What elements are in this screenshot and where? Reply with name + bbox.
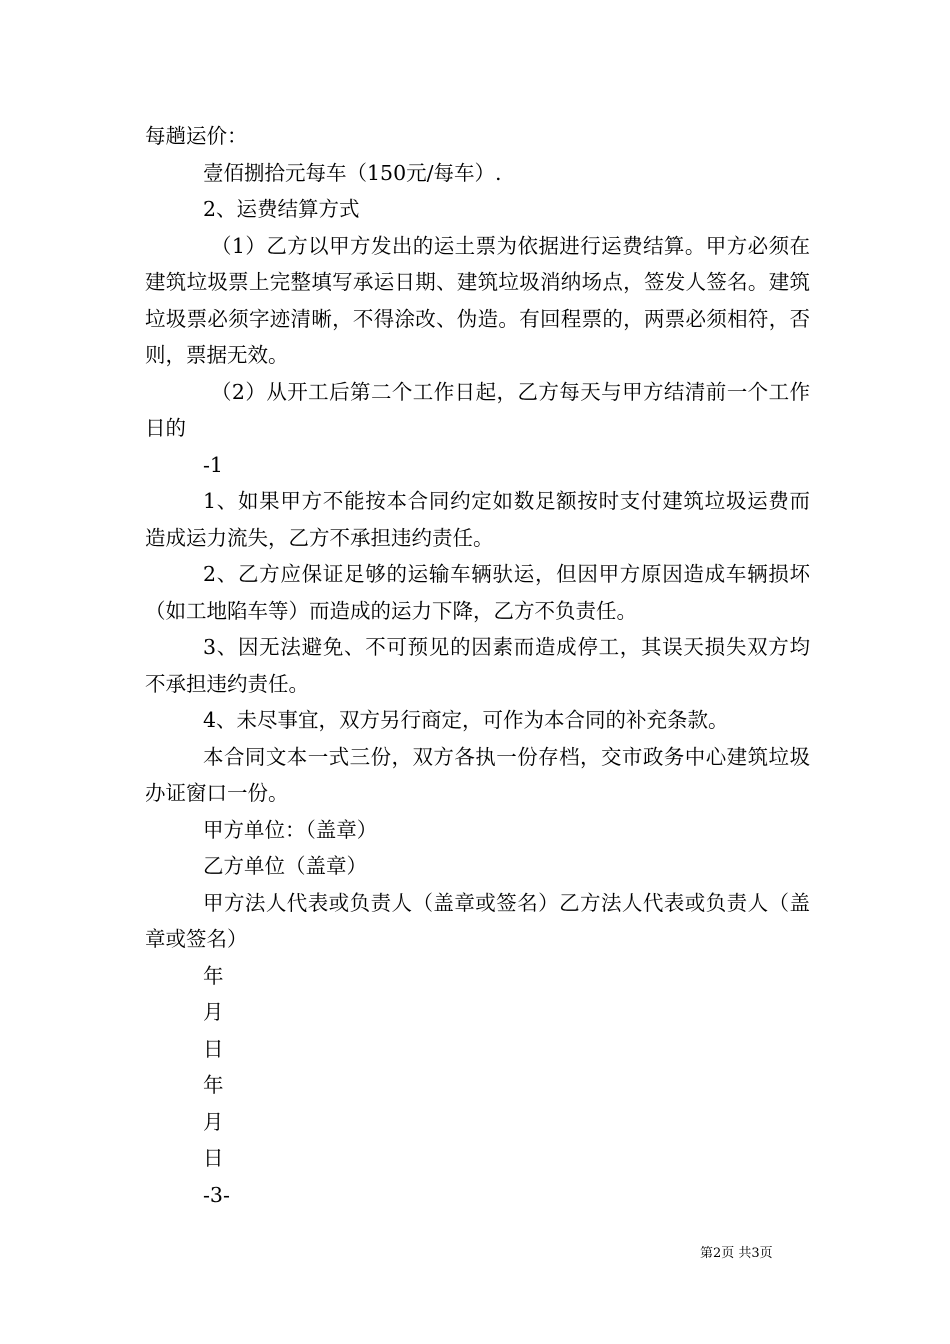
party-a-unit: 甲方单位：（盖章） bbox=[203, 817, 378, 842]
paragraph-settlement-2: （2）从开工后第二个工作日起，乙方每天与甲方结清前一个工作日的 bbox=[145, 379, 810, 440]
date-month-b: 月 bbox=[203, 1109, 224, 1134]
paragraph-clause-2: 2、乙方应保证足够的运输车辆驮运，但因甲方原因造成车辆损坏（如工地陷车等）而造成的运力下降，乙方不负责任。 bbox=[145, 562, 810, 623]
date-day-a: 日 bbox=[203, 1036, 224, 1061]
page-marker-1: -1 bbox=[203, 452, 223, 477]
page-footer: 第2页 共3页 bbox=[700, 1246, 773, 1261]
page-marker-3: -3- bbox=[203, 1182, 230, 1207]
paragraph-price-label: 每趟运价： bbox=[145, 124, 248, 148]
paragraph-copies: 本合同文本一式三份，双方各执一份存档，交市政务中心建筑垃圾办证窗口一份。 bbox=[145, 744, 810, 805]
date-day-b: 日 bbox=[203, 1146, 224, 1170]
representatives-line: 甲方法人代表或负责人（盖章或签名）乙方法人代表或负责人（盖章或签名） bbox=[145, 890, 810, 951]
party-b-unit: 乙方单位（盖章） bbox=[203, 854, 367, 878]
paragraph-settlement-heading: 2、运费结算方式 bbox=[203, 197, 360, 221]
document-body bbox=[145, 118, 810, 1213]
paragraph-clause-4: 4、未尽事宜，双方另行商定，可作为本合同的补充条款。 bbox=[203, 708, 729, 732]
date-year-b: 年 bbox=[203, 1073, 224, 1097]
date-year-a: 年 bbox=[203, 963, 224, 988]
date-month-a: 月 bbox=[203, 1000, 224, 1024]
paragraph-clause-1: 1、如果甲方不能按本合同约定如数足额按时支付建筑垃圾运费而造成运力流失，乙方不承担违约责任。 bbox=[145, 489, 810, 550]
paragraph-settlement-1: （1）乙方以甲方发出的运土票为依据进行运费结算。甲方必须在建筑垃圾票上完整填写承运日期、建筑垃圾消纳场点，签发人签名。建筑垃圾票必须字迹清晰，不得涂改、伪造。有回程票的，两票必须相符，否则，票据无效。 bbox=[145, 233, 810, 367]
paragraph-price-value: 壹佰捌拾元每车（150元/每车）. bbox=[203, 160, 502, 185]
paragraph-clause-3: 3、因无法避免、不可预见的因素而造成停工，其误天损失双方均不承担违约责任。 bbox=[145, 635, 810, 696]
